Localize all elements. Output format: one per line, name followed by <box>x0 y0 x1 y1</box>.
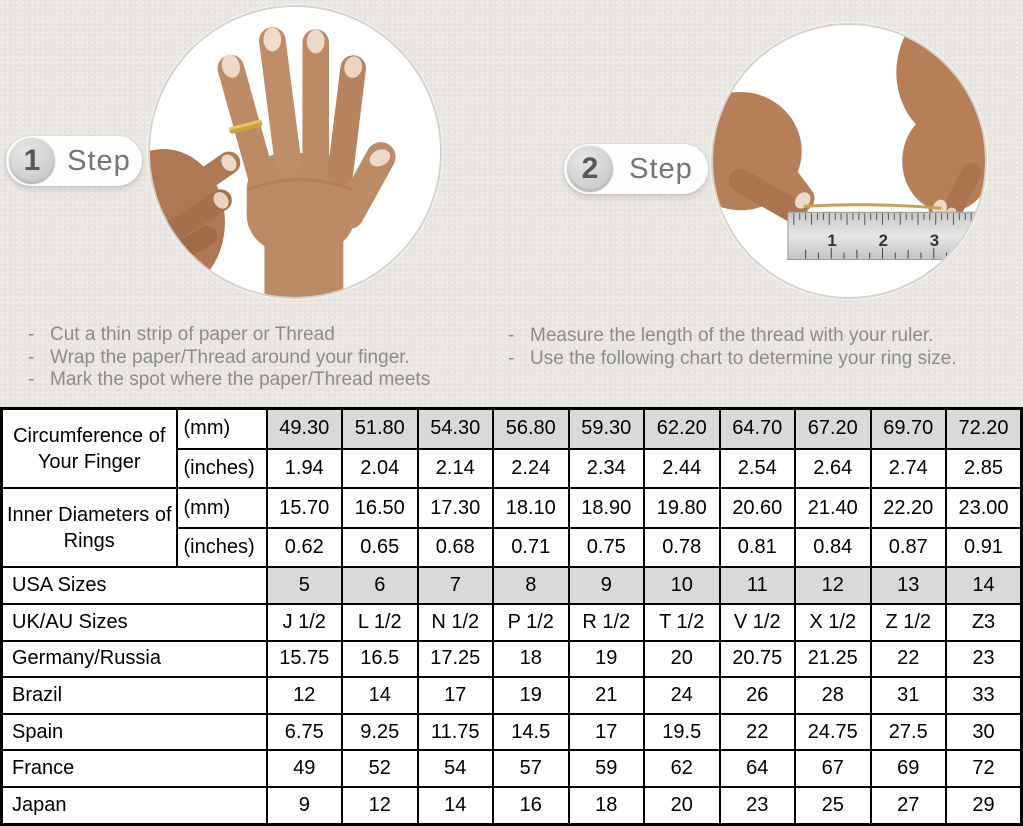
table-cell: 23.00 <box>946 488 1022 528</box>
table-cell: V 1/2 <box>720 604 796 641</box>
unit-label-mm: (mm) <box>177 409 267 449</box>
table-cell: 22.20 <box>871 488 947 528</box>
table-cell: 9 <box>569 567 645 604</box>
table-cell: 0.65 <box>342 528 418 568</box>
table-cell: 18 <box>493 641 569 678</box>
step1-number: 1 <box>8 137 56 185</box>
table-cell: 17 <box>569 714 645 751</box>
gold-thread-icon <box>804 205 942 209</box>
table-cell: 8 <box>493 567 569 604</box>
table-cell: 18.10 <box>493 488 569 528</box>
measuring-thread-illustration <box>713 25 985 297</box>
table-cell: 9 <box>267 787 343 824</box>
table-cell: N 1/2 <box>418 604 494 641</box>
how-to-measure-section <box>0 0 1023 407</box>
table-cell: 10 <box>644 567 720 604</box>
table-cell: 0.81 <box>720 528 796 568</box>
step2-ruler-photo <box>711 23 987 299</box>
table-cell: 12 <box>267 677 343 714</box>
row-label-circumference: Circumference of Your Finger <box>2 409 177 489</box>
table-cell: 28 <box>795 677 871 714</box>
table-cell: 2.85 <box>946 449 1022 489</box>
table-cell: 7 <box>418 567 494 604</box>
table-cell: T 1/2 <box>644 604 720 641</box>
table-cell: 0.87 <box>871 528 947 568</box>
row-label-spain: Spain <box>2 714 267 751</box>
table-cell: 62.20 <box>644 409 720 449</box>
table-cell: 51.80 <box>342 409 418 449</box>
step1-badge <box>6 136 142 186</box>
table-cell: 59 <box>569 750 645 787</box>
instruction-line: - Measure the length of the thread with your ruler. <box>506 325 957 348</box>
table-cell: 2.54 <box>720 449 796 489</box>
table-cell: 62 <box>644 750 720 787</box>
ring-size-conversion-table <box>0 407 1023 826</box>
row-label-germany-russia: Germany/Russia <box>2 641 267 678</box>
table-cell: 0.68 <box>418 528 494 568</box>
hand-with-ring-illustration <box>150 7 440 297</box>
table-cell: 17.25 <box>418 641 494 678</box>
table-cell: 22 <box>871 641 947 678</box>
table-row-usa-sizes <box>2 567 1022 604</box>
table-cell: 17.30 <box>418 488 494 528</box>
table-cell: 9.25 <box>342 714 418 751</box>
table-cell: 18.90 <box>569 488 645 528</box>
table-cell: 19.5 <box>644 714 720 751</box>
step2-instructions <box>506 325 957 370</box>
table-cell: R 1/2 <box>569 604 645 641</box>
table-cell: 12 <box>795 567 871 604</box>
unit-label-mm: (mm) <box>177 488 267 528</box>
table-cell: 2.44 <box>644 449 720 489</box>
table-cell: 72.20 <box>946 409 1022 449</box>
table-cell: 11.75 <box>418 714 494 751</box>
table-cell: 6 <box>342 567 418 604</box>
table-cell: 6.75 <box>267 714 343 751</box>
table-cell: 14 <box>342 677 418 714</box>
instruction-line: - Use the following chart to determine your ring size. <box>506 348 957 371</box>
table-cell: 21 <box>569 677 645 714</box>
table-cell: 30 <box>946 714 1022 751</box>
table-cell: P 1/2 <box>493 604 569 641</box>
table-cell: 24.75 <box>795 714 871 751</box>
table-cell: 2.34 <box>569 449 645 489</box>
table-cell: 21.25 <box>795 641 871 678</box>
table-cell: J 1/2 <box>267 604 343 641</box>
table-cell: 23 <box>720 787 796 824</box>
step1-label: Step <box>67 144 131 177</box>
table-cell: 27.5 <box>871 714 947 751</box>
table-row-uk-au-sizes <box>2 604 1022 641</box>
table-cell: 0.78 <box>644 528 720 568</box>
table-cell: 33 <box>946 677 1022 714</box>
table-cell: L 1/2 <box>342 604 418 641</box>
table-cell: 64.70 <box>720 409 796 449</box>
table-cell: 0.84 <box>795 528 871 568</box>
table-cell: 15.75 <box>267 641 343 678</box>
table-cell: 14 <box>418 787 494 824</box>
table-row-spain <box>2 714 1022 751</box>
table-cell: X 1/2 <box>795 604 871 641</box>
step1-hand-photo <box>148 5 442 299</box>
table-cell: 2.74 <box>871 449 947 489</box>
table-cell: 13 <box>871 567 947 604</box>
instruction-line: - Cut a thin strip of paper or Thread <box>26 324 430 347</box>
ruler-number-2: 2 <box>878 230 888 250</box>
table-cell: 57 <box>493 750 569 787</box>
table-cell: 11 <box>720 567 796 604</box>
row-label-france: France <box>2 750 267 787</box>
table-cell: 49 <box>267 750 343 787</box>
table-cell: 14 <box>946 567 1022 604</box>
table-cell: 14.5 <box>493 714 569 751</box>
table-cell: Z 1/2 <box>871 604 947 641</box>
step2-number: 2 <box>566 145 614 193</box>
table-cell: 15.70 <box>267 488 343 528</box>
table-cell: 19.80 <box>644 488 720 528</box>
table-cell: Z3 <box>946 604 1022 641</box>
table-cell: 18 <box>569 787 645 824</box>
table-cell: 17 <box>418 677 494 714</box>
row-label-usa-sizes: USA Sizes <box>2 567 267 604</box>
table-cell: 12 <box>342 787 418 824</box>
table-cell: 2.04 <box>342 449 418 489</box>
table-cell: 20 <box>644 641 720 678</box>
table-cell: 16.50 <box>342 488 418 528</box>
table-cell: 20.75 <box>720 641 796 678</box>
table-cell: 31 <box>871 677 947 714</box>
table-cell: 23 <box>946 641 1022 678</box>
table-cell: 54 <box>418 750 494 787</box>
table-cell: 2.64 <box>795 449 871 489</box>
table-cell: 2.14 <box>418 449 494 489</box>
table-cell: 20 <box>644 787 720 824</box>
table-cell: 24 <box>644 677 720 714</box>
table-cell: 16 <box>493 787 569 824</box>
row-label-japan: Japan <box>2 787 267 824</box>
table-cell: 26 <box>720 677 796 714</box>
instruction-line: - Mark the spot where the paper/Thread meets <box>26 369 430 392</box>
table-cell: 0.62 <box>267 528 343 568</box>
table-cell: 59.30 <box>569 409 645 449</box>
instruction-line: - Wrap the paper/Thread around your finger. <box>26 347 430 370</box>
ruler-icon <box>788 212 975 259</box>
table-cell: 56.80 <box>493 409 569 449</box>
table-cell: 49.30 <box>267 409 343 449</box>
table-cell: 16.5 <box>342 641 418 678</box>
table-cell: 21.40 <box>795 488 871 528</box>
table-cell: 67 <box>795 750 871 787</box>
size-chart-section <box>0 407 1023 826</box>
table-cell: 20.60 <box>720 488 796 528</box>
table-row-circumference-mm <box>2 409 1022 449</box>
table-cell: 29 <box>946 787 1022 824</box>
unit-label-inches: (inches) <box>177 449 267 489</box>
table-cell: 67.20 <box>795 409 871 449</box>
step2-badge <box>564 144 708 194</box>
table-cell: 0.71 <box>493 528 569 568</box>
table-row-germany-russia <box>2 641 1022 678</box>
table-row-brazil <box>2 677 1022 714</box>
table-cell: 19 <box>493 677 569 714</box>
table-cell: 69 <box>871 750 947 787</box>
table-cell: 0.75 <box>569 528 645 568</box>
ruler-number-1: 1 <box>827 230 837 250</box>
table-cell: 2.24 <box>493 449 569 489</box>
table-cell: 72 <box>946 750 1022 787</box>
table-cell: 69.70 <box>871 409 947 449</box>
table-cell: 64 <box>720 750 796 787</box>
unit-label-inches: (inches) <box>177 528 267 568</box>
table-cell: 0.91 <box>946 528 1022 568</box>
table-cell: 22 <box>720 714 796 751</box>
table-cell: 54.30 <box>418 409 494 449</box>
table-row-japan <box>2 787 1022 824</box>
step1-instructions <box>26 324 430 392</box>
table-cell: 52 <box>342 750 418 787</box>
row-label-brazil: Brazil <box>2 677 267 714</box>
table-cell: 25 <box>795 787 871 824</box>
step2-label: Step <box>629 152 693 185</box>
ruler-number-3: 3 <box>929 230 940 250</box>
table-row-france <box>2 750 1022 787</box>
row-label-inner-diameters: Inner Diameters of Rings <box>2 488 177 567</box>
table-cell: 19 <box>569 641 645 678</box>
table-cell: 1.94 <box>267 449 343 489</box>
table-cell: 5 <box>267 567 343 604</box>
table-cell: 27 <box>871 787 947 824</box>
row-label-uk-au-sizes: UK/AU Sizes <box>2 604 267 641</box>
table-row-diameter-mm <box>2 488 1022 528</box>
